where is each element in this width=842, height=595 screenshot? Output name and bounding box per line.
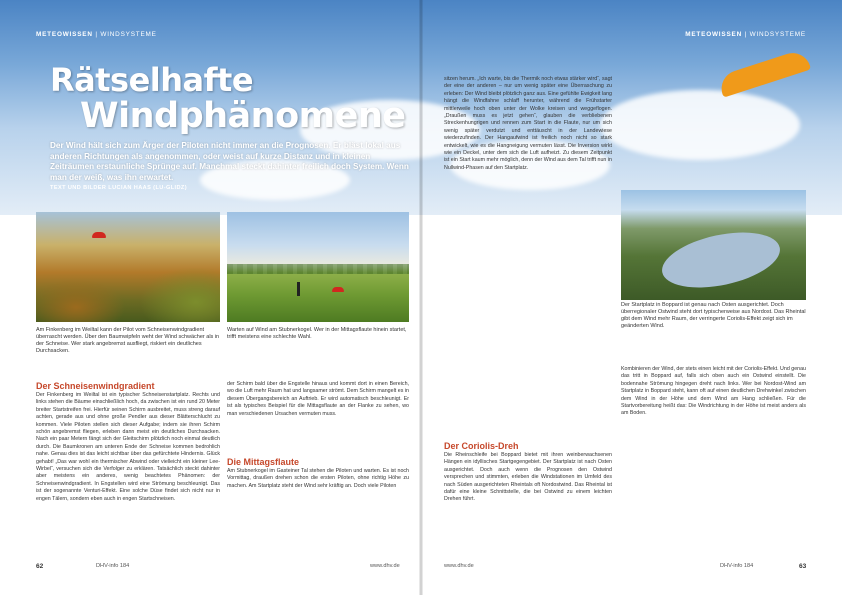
page-number-left: 62 xyxy=(36,563,44,570)
subhead-coriolis-dreh: Der Coriolis-Dreh xyxy=(444,441,519,451)
url-left[interactable]: www.dhv.de xyxy=(370,563,400,569)
photo-boppard-rhine xyxy=(621,190,806,300)
column-2b: Am Stubnerkogel im Gasteiner Tal stehen die Piloten und warten. Es ist noch Vormittag, draußen drehen schon die ersten Piloten, ohne richtig Höhe zu machen. Am Startplatz steht der Wind sehr kräftig an. Doch viele Piloten xyxy=(227,468,409,489)
photo-finkenberg-forest xyxy=(36,212,220,322)
article-title: Rätselhafte Windphänomene xyxy=(50,61,406,136)
section-label-right: METEOWISSEN | WINDSYSTEME xyxy=(685,31,806,38)
subhead-mittagsflaute: Die Mittagsflaute xyxy=(227,457,300,467)
caption-forest: Am Finkenberg im Weiltal kann der Pilot vom Schneisenwindgradient überrascht werden. Über den Baumwipfeln weht der Wind schwächer als in der Schneise. Wer stark angebremst ausfliegt, riskiert ein deutliches Durchsacken. xyxy=(36,327,220,354)
column-1: Der Finkenberg im Weiltal ist ein typischer Schneisenstartplatz. Rechts und links stehen die Bäume einschließlich hoch, da zwischen ist ein rund 20 Meter breiter Startstreifen frei. Hierfür seinen Schirm ausbreitet, muss streng darauf achten, gerade aus und ohne große Pendler aus dieser Blätterschlucht zu kommen. Viele Piloten stellen sich dieser Aufgabe; indem sie ihren Schirm schön angebremst fliegen, erleben dann meist ein deutliches Durchsacken. Nach ein paar Metern fängt sich der Gleitschirm plötzlich noch einmal deutlich durch. Die Baumkronen am unteren Ende der Schneise kommen bedrohlich nahe. Genau dies ist das leicht sichtbar über das gefürchtete Hindernis. Glück gehabt! „Das war wohl ein thermischer Abwind oder vielleicht ein kleiner Lee-Wirbel“, versuchen sich die Verfolger zu erklären. Tatsächlich steckt dahinter aber meistens ein anderes, wenig beachtetes Phänomen: der Schneisenwindgradient. In Engstellen wird eine Strömung beschleunigt. Das ist der sogenannte Venturi-Effekt. Eine solche Düse findet sich nicht nur in engen Tälern, sondern eben auch in engen Startschneisen. xyxy=(36,392,220,502)
subhead-schneisenwindgradient: Der Schneisenwindgradient xyxy=(36,381,155,391)
caption-meadow: Warten auf Wind am Stubnerkogel. Wer in der Mittagsflaute hinein startet, trifft meistens eine schlechte Wahl. xyxy=(227,327,407,340)
page-number-right: 63 xyxy=(799,563,807,570)
photo-stubnerkogel-meadow xyxy=(227,212,409,322)
column-3: sitzen herum. „Ich warte, bis die Thermik noch etwas stärker wird“, sagt der eine der anderen – nur um wenig später eine Überraschung zu erleben: Der Wind bleibt plötzlich ganz aus. Eine gefühlte Ewigkeit lang hängt die Windfahne schlaff herunter, während die Frühstarter mittlerweile hoch oben unter der Wolke kreisen und weggeflogen. „Draußen muss es jetzt gehen“, glauben die verbliebenen Streckenhungrigen und rennen zum Start in die Flaute, nur um sich wenig später verdutzt und enttäuscht in der Landewiese wiederzufinden. Der Hangaufwind ist freilich noch nicht so stark entwickelt, wie es die Hangneigung vermuten lässt. Die Inversion wirkt wie ein Deckel, unter dem sich die Luft aufheizt. Zu diesem Zeitpunkt ist ein Start kaum mehr möglich, denn der Wind aus dem Tal trifft nun in Nullwind-Phasen auf den Startplatz. xyxy=(444,76,612,171)
url-right[interactable]: www.dhv.de xyxy=(444,563,474,569)
column-2: der Schirm bald über die Engstelle hinaus und kommt dort in einen Bereich, wo die Luft mehr Raum hat und langsamer strömt. Dem Schirm mangelt es in diesem Übergangsbereich an Auftrieb. Er wird automatisch beschleunigt. Er ist als typisches Beispiel für die Mittagsflaute an der Flanke zu sehen, wo man verschiedenen Ursachen vermuten muss. xyxy=(227,381,409,417)
column-3b: Die Rheinschleife bei Boppard bietet mit ihren weinberwachsenen Hängen ein idyllisches Startgegengebiet. Der Startplatz ist nach Osten ausgerichtet. Doch auch wenn die Prognosen den Ostwind versprechen und stimmten, erleben die Windstationen im Umfeld des nach Süden ausgerichteten Rheintals oft Nordostwind. Das Rheintal ist dafür eine kleine Schnittstelle, die bei Ostwind zu einem leichten Drehen führt. xyxy=(444,452,612,503)
article-byline: TEXT UND BILDER LUCIAN HAAS (LU-GLIDZ) xyxy=(50,185,188,191)
magazine-issue-left: DHV-info 184 xyxy=(96,563,130,569)
column-4: Kombinieren der Wind, der stets einen leicht mit der Coriolis-Effekt. Und genau das tritt in Boppard auf, falls sich oben auch ein Ostwind einstellt. Die bodennahe Strömung hingegen dreht nach links. Wer bei Nordost-Wind am Startplatz in Boppard steht, kann oft auf einen deutlichen Drehwinkel zwischen dem Wind in der Höhe und dem Wind am Hang schließen. Für die Startvorbereitung heißt das: Die Windrichtung in der Höhe ist meist anders als am Boden. xyxy=(621,366,806,417)
caption-river: Der Startplatz in Boppard ist genau nach Osten ausgerichtet. Doch überregionaler Ostwind steht dort typischerweise aus Nordost. Das Rheintal gibt dem Wind mehr Raum, der verringerte Coriolis-Effekt zeigt sich im geänderten Wind. xyxy=(621,302,806,329)
page-gutter xyxy=(419,0,423,595)
section-label-left: METEOWISSEN | WINDSYSTEME xyxy=(36,31,157,38)
article-intro: Der Wind hält sich zum Ärger der Piloten nicht immer an die Prognosen. Er bläst lokal aus anderen Richtungen als angenommen, oder weist auf kurze Distanz und in kleinen Zeiträumen erstaunliche Sprünge auf. Manchmal steckt dahinter freilich doch System. Wenn man der weiß, was ihn erwartet. xyxy=(50,141,409,182)
magazine-issue-right: DHV-info 184 xyxy=(720,563,754,569)
